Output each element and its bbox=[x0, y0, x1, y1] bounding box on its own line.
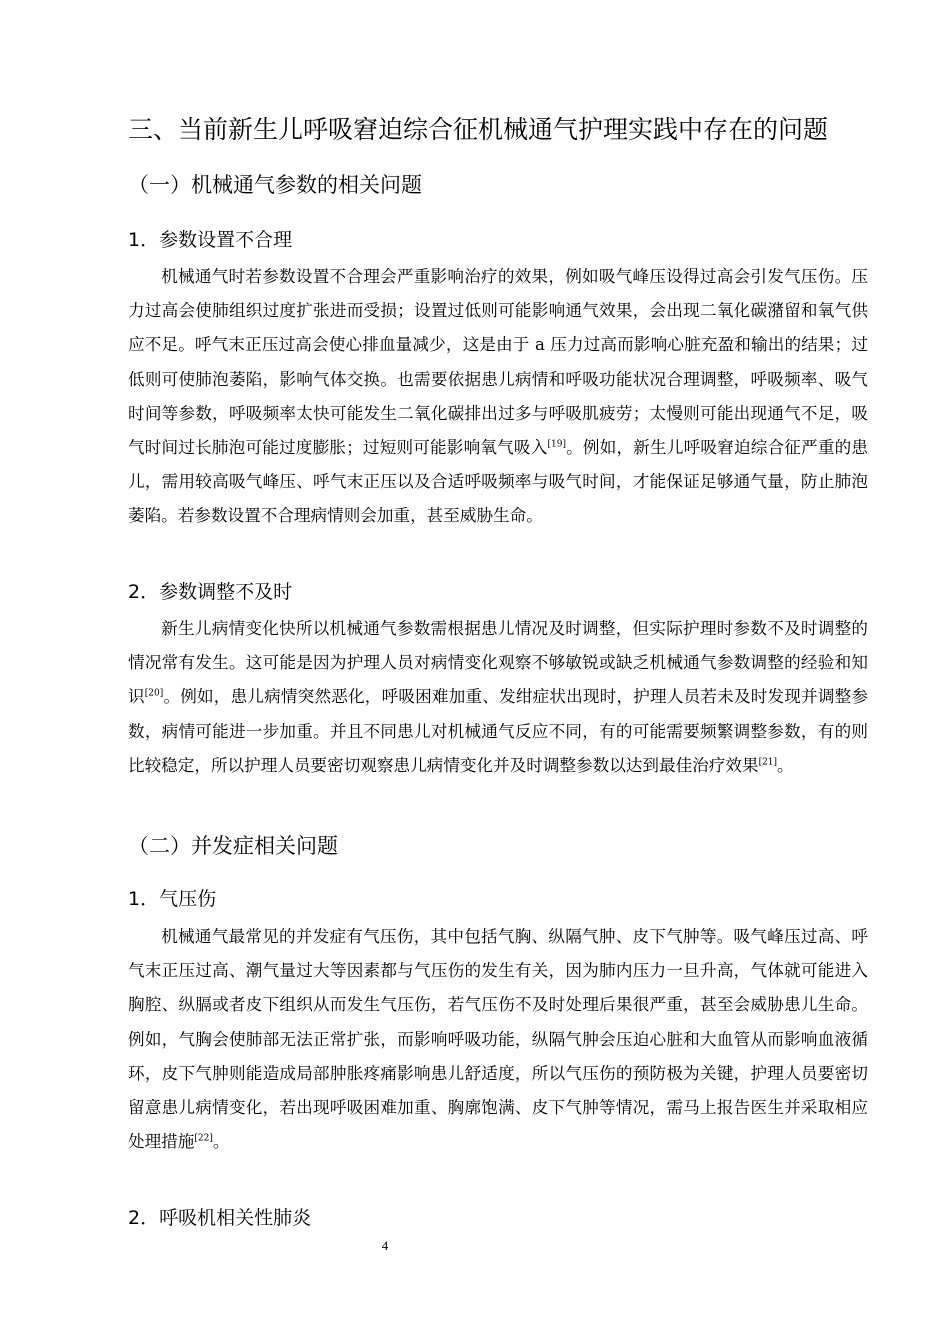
paragraph-text: 。 bbox=[777, 755, 794, 775]
page-number: 4 bbox=[381, 1238, 389, 1253]
citation: [20] bbox=[144, 688, 164, 699]
citation: [19] bbox=[547, 439, 566, 450]
paragraph-text: 机械通气最常见的并发症有气压伤，其中包括气胸、纵隔气肿、皮下气肿等。吸气峰压过高、呼气末正压过高、潮气量过大等因素都与气压伤的发生有关，因为肺内压力一旦升高，气体就可能进入胸腔、纵膈或者皮下组织从而发生气压伤，若气压伤不及时处理后果很严重，甚至会威胁患儿生命。例如，气胸会使肺部无法正常扩张，而影响呼吸功能，纵隔气肿会压迫心脏和大血管从而影响血液循环，皮下气肿则能造成局部肿胀疼痛影响患儿舒适度，所以气压伤的预防极为关键，护理人员要密切留意患儿病情变化，若出现呼吸困难加重、胸廓饱满、皮下气肿等情况，需马上报告医生并采取相应处理措施 bbox=[128, 927, 868, 1152]
paragraph-untimely-adjustment bbox=[128, 612, 868, 783]
paragraph-text: 。 bbox=[212, 1132, 230, 1152]
chapter-heading: 三、当前新生儿呼吸窘迫综合征机械通气护理实践中存在的问题 bbox=[128, 115, 829, 144]
subsection-heading-barotrauma: 1．气压伤 bbox=[128, 888, 217, 910]
citation: [21] bbox=[758, 757, 778, 768]
paragraph-text: 新生儿病情变化快所以机械通气参数需根据患儿情况及时调整，但实际护理时参数不及时调整的情况常有发生。这可能是因为护理人员对病情变化观察不够敏锐或缺乏机械通气参数调整的经验和知识 bbox=[128, 619, 868, 707]
subsection-heading-vap: 2．呼吸机相关性肺炎 bbox=[128, 1207, 312, 1229]
paragraph-text: 机械通气时若参数设置不合理会严重影响治疗的效果，例如吸气峰压设得过高会引发气压伤。压力过高会使肺组织过度扩张进而受损；设置过低则可能影响通气效果，会出现二氧化碳潴留和氧气供应不足。呼气末正压过高会使心排血量减少，这是由于 a 压力过高而影响心脏充盈和输出的结果；过低则可使肺泡萎陷，影响气体交换。也需要依据患儿病情和呼吸功能状况合理调整，呼吸频率、吸气时间等参数，呼吸频率太快可能发生二氧化碳排出过多与呼吸肌疲劳；太慢则可能出现通气不足，吸气时间过长肺泡可能过度膨胀；过短则可能影响氧气吸入 bbox=[128, 267, 868, 458]
subsection-heading-untimely-adjustment: 2．参数调整不及时 bbox=[128, 581, 293, 603]
paragraph-unreasonable-settings bbox=[128, 260, 868, 534]
paragraph-text: 。例如，新生儿呼吸窘迫综合征严重的患儿，需用较高吸气峰压、呼气末正压以及合适呼吸频率与吸气时间，才能保证足够通气量，防止肺泡萎陷。若参数设置不合理病情则会加重，甚至威胁生命。 bbox=[128, 438, 868, 526]
paragraph-text: 。例如，患儿病情突然恶化，呼吸困难加重、发绀症状出现时，护理人员若未及时发现并调整参数，病情可能进一步加重。并且不同患儿对机械通气反应不同，有的可能需要频繁调整参数，有的则比较稳定，所以护理人员要密切观察患儿病情变化并及时调整参数以达到最佳治疗效果 bbox=[128, 687, 868, 775]
section-heading-complications: （二）并发症相关问题 bbox=[128, 834, 338, 858]
citation: [22] bbox=[194, 1133, 213, 1144]
paragraph-barotrauma bbox=[128, 920, 868, 1159]
section-heading-parameters: （一）机械通气参数的相关问题 bbox=[128, 173, 422, 197]
subsection-heading-unreasonable-settings: 1．参数设置不合理 bbox=[128, 229, 293, 251]
